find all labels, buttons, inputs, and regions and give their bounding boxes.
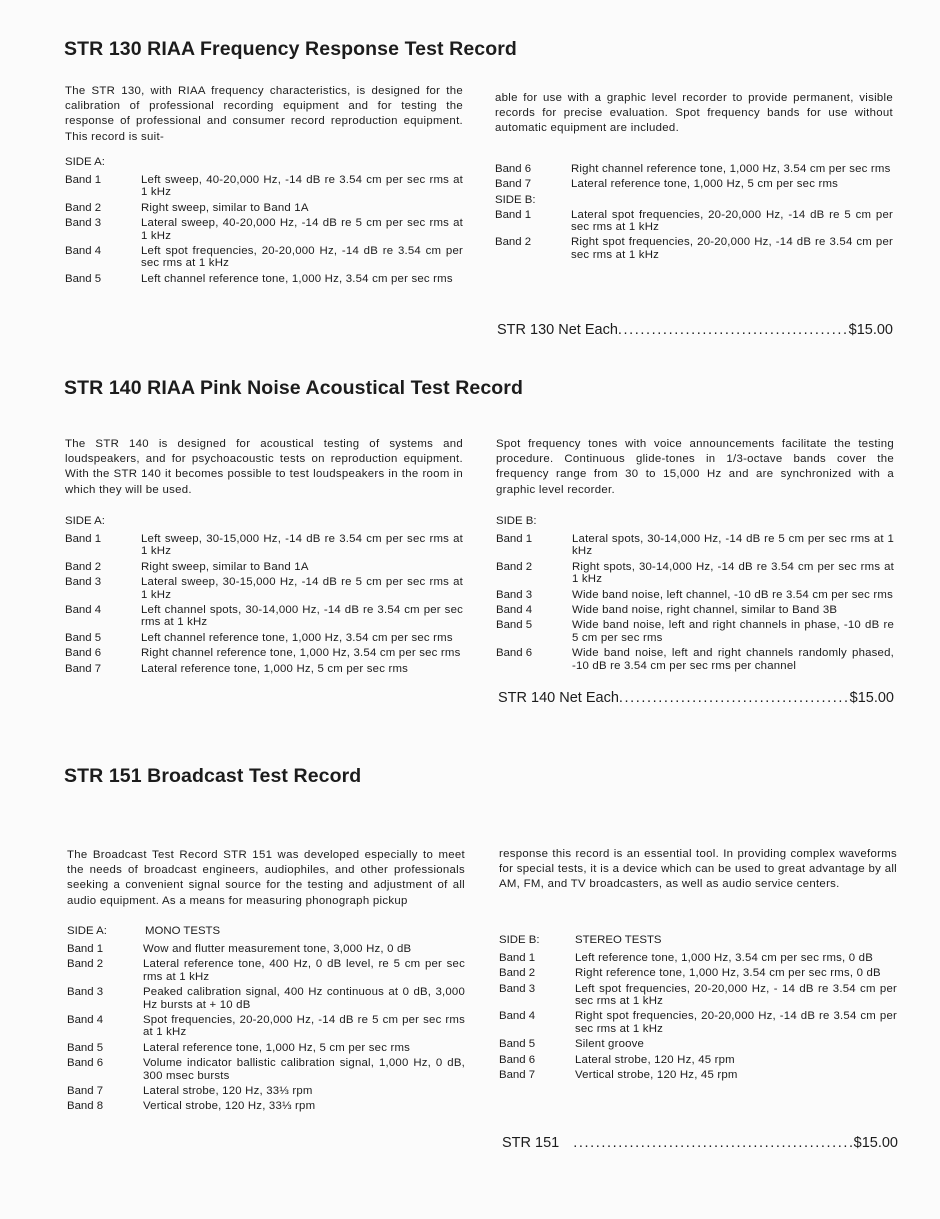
band-number: Band 3: [65, 576, 102, 589]
str130-side-a-list: [65, 174, 463, 285]
band-row: [499, 1010, 897, 1035]
band-row: [496, 561, 894, 586]
band-description: Lateral spot frequencies, 20-20,000 Hz, -14 dB re 5 cm per sec rms at 1 kHz: [571, 208, 893, 234]
str130-side-a-cont-list: [495, 163, 893, 191]
str130-intro-right: able for use with a graphic level recorder to provide permanent, visible records for precise evaluation. Spot frequency bands for use without automatic equipment are included.: [495, 92, 893, 135]
band-number: Band 5: [499, 1038, 536, 1051]
side-heading: STEREO TESTS: [575, 933, 662, 946]
band-row: [499, 967, 897, 979]
band-row: [67, 1085, 465, 1097]
band-number: Band 7: [67, 1085, 104, 1098]
band-description: Silent groove: [575, 1038, 645, 1051]
band-description: Spot frequencies, 20-20,000 Hz, -14 dB re 5 cm per sec rms at 1 kHz: [143, 1014, 465, 1039]
band-description: Volume indicator ballistic calibration signal, 1,000 Hz, 0 dB, 300 msec bursts: [143, 1057, 465, 1082]
side-label: SIDE A:: [65, 155, 105, 168]
band-number: Band 2: [65, 201, 102, 214]
band-number: Band 5: [65, 272, 102, 285]
str151-intro-left: The Broadcast Test Record STR 151 was developed especially to meet the needs of broadcast engineers, audiophiles, and other professionals seeking a convenient signal source for the testing and adjustment of all audio equipment. As a means for measuring phonograph pickup: [67, 849, 465, 907]
str140-intro-right: Spot frequency tones with voice announcements facilitate the testing procedure. Continuous glide-tones in 1/3-octave bands cover the frequency range from 30 to 15,000 Hz and are synchronized with a graphic level recorder.: [496, 438, 894, 496]
price-value: $15.00: [853, 1135, 898, 1151]
band-row: [65, 663, 463, 675]
str140-right-column: [496, 437, 894, 675]
str130-right-column: [495, 91, 893, 264]
band-row: [65, 245, 463, 270]
band-row: [65, 561, 463, 573]
band-description: Wide band noise, left and right channels randomly phased, -10 dB re 3.54 cm per sec rms per channel: [572, 647, 894, 672]
band-description: Lateral sweep, 30-15,000 Hz, -14 dB re 5 cm per sec rms at 1 kHz: [141, 576, 463, 601]
band-row: [65, 202, 463, 214]
band-description: Left sweep, 30-15,000 Hz, -14 dB re 3.54 cm per sec rms at 1 kHz: [141, 533, 463, 558]
band-row: [499, 983, 897, 1008]
band-number: Band 6: [65, 647, 102, 660]
band-description: Right channel reference tone, 1,000 Hz, 3.54 cm per sec rms: [571, 162, 891, 175]
str151-side-a-list: [67, 943, 465, 1113]
price-value: $15.00: [848, 322, 893, 338]
band-number: Band 1: [65, 533, 102, 546]
price-label: STR 151: [502, 1135, 560, 1151]
str140-side-a-header: [65, 514, 463, 529]
band-number: Band 3: [65, 217, 102, 230]
band-row: [67, 1014, 465, 1039]
band-number: Band 6: [499, 1053, 536, 1066]
band-number: Band 2: [495, 236, 532, 249]
band-row: [67, 943, 465, 955]
str151-right-column: [499, 847, 897, 1084]
str151-title: STR 151 Broadcast Test Record: [64, 765, 362, 787]
price-label: STR 130 Net Each: [497, 322, 618, 338]
band-number: Band 5: [65, 631, 102, 644]
band-row: [496, 619, 894, 644]
band-number: Band 3: [67, 986, 104, 999]
band-row: [65, 647, 463, 659]
str130-price-line: [497, 322, 893, 338]
band-row: [65, 273, 463, 285]
band-description: Wide band noise, left and right channels in phase, -10 dB re 5 cm per sec rms: [572, 619, 894, 644]
band-description: Right sweep, similar to Band 1A: [141, 560, 309, 573]
str151-left-column: [67, 848, 465, 1116]
band-number: Band 4: [499, 1010, 536, 1023]
band-description: Left channel reference tone, 1,000 Hz, 3.54 cm per sec rms: [141, 272, 453, 285]
str151-side-a-header: [67, 924, 465, 939]
band-description: Lateral strobe, 120 Hz, 33⅓ rpm: [143, 1085, 313, 1098]
price-value: $15.00: [849, 690, 894, 706]
band-number: Band 1: [67, 943, 104, 956]
str130-title: STR 130 RIAA Frequency Response Test Record: [64, 38, 517, 60]
band-row: [495, 163, 893, 175]
band-number: Band 4: [496, 604, 533, 617]
str151-price-line: [502, 1135, 898, 1151]
band-row: [67, 1042, 465, 1054]
band-description: Lateral sweep, 40-20,000 Hz, -14 dB re 5 cm per sec rms at 1 kHz: [141, 217, 463, 242]
str151-side-b-list: [499, 952, 897, 1082]
band-description: Left channel reference tone, 1,000 Hz, 3.54 cm per sec rms: [141, 631, 453, 644]
str140-intro-left: The STR 140 is designed for acoustical testing of systems and loudspeakers, and for psychoacoustic tests on reproduction equipment. With the STR 140 it becomes possible to test loudspeakers in the room in which they will be used.: [65, 438, 463, 496]
band-number: Band 7: [495, 178, 532, 191]
band-row: [499, 952, 897, 964]
band-row: [499, 1054, 897, 1066]
band-number: Band 1: [496, 533, 533, 546]
band-description: Wide band noise, left channel, -10 dB re 3.54 cm per sec rms: [572, 588, 893, 601]
side-label: SIDE B:: [496, 514, 537, 527]
band-row: [496, 533, 894, 558]
band-number: Band 7: [65, 662, 102, 675]
band-row: [65, 217, 463, 242]
band-row: [65, 174, 463, 199]
leader-dots: [619, 690, 850, 706]
band-description: Right spot frequencies, 20-20,000 Hz, -14 dB re 3.54 cm per sec rms at 1 kHz: [575, 1010, 897, 1035]
str130-left-column: [65, 84, 463, 288]
band-description: Lateral reference tone, 400 Hz, 0 dB level, re 5 cm per sec rms at 1 kHz: [143, 958, 465, 983]
band-number: Band 6: [495, 162, 532, 175]
band-description: Left reference tone, 1,000 Hz, 3.54 cm per sec rms, 0 dB: [575, 951, 874, 964]
band-number: Band 4: [65, 604, 102, 617]
str140-side-a-list: [65, 533, 463, 675]
band-description: Left spot frequencies, 20-20,000 Hz, -14 dB re 3.54 cm per sec rms at 1 kHz: [141, 245, 463, 270]
band-row: [65, 632, 463, 644]
band-description: Lateral reference tone, 1,000 Hz, 5 cm per sec rms: [141, 662, 409, 675]
str130-intro-left: The STR 130, with RIAA frequency characteristics, is designed for the calibration of professional recording equipment and for testing the response of professional and consumer record reproduction equipment. This record is suit-: [65, 85, 463, 143]
band-number: Band 6: [496, 647, 533, 660]
band-number: Band 1: [499, 951, 536, 964]
band-number: Band 2: [496, 560, 533, 573]
band-row: [67, 1100, 465, 1112]
side-label: SIDE A:: [67, 924, 107, 937]
band-description: Right reference tone, 1,000 Hz, 3.54 cm per sec rms, 0 dB: [575, 967, 881, 980]
band-row: [499, 1069, 897, 1081]
band-description: Right spot frequencies, 20-20,000 Hz, -14 dB re 3.54 cm per sec rms at 1 kHz: [571, 236, 893, 261]
band-row: [496, 647, 894, 672]
str130-side-b-list: [495, 209, 893, 262]
band-description: Lateral strobe, 120 Hz, 45 rpm: [575, 1053, 735, 1066]
price-label: STR 140 Net Each: [498, 690, 619, 706]
band-row: [495, 178, 893, 190]
str151-intro-right: response this record is an essential tool. In providing complex waveforms for special tests, it is a device which can be used to great advantage by all AM, FM, and TV broadcasters, as well as audio service centers.: [499, 848, 897, 891]
band-number: Band 7: [499, 1069, 536, 1082]
band-description: Wide band noise, right channel, similar to Band 3B: [572, 604, 838, 617]
band-number: Band 2: [67, 958, 104, 971]
band-number: Band 3: [496, 588, 533, 601]
band-description: Lateral reference tone, 1,000 Hz, 5 cm per sec rms: [571, 178, 839, 191]
band-number: Band 4: [65, 245, 102, 258]
band-number: Band 2: [65, 560, 102, 573]
str140-title: STR 140 RIAA Pink Noise Acoustical Test Record: [64, 377, 524, 399]
leader-dots: [573, 1135, 853, 1151]
band-row: [65, 576, 463, 601]
str151-side-b-header: [499, 933, 897, 948]
side-label: SIDE B:: [495, 194, 536, 207]
band-number: Band 6: [67, 1057, 104, 1070]
str140-side-b-list: [496, 533, 894, 672]
band-number: Band 2: [499, 967, 536, 980]
side-label: SIDE A:: [65, 514, 105, 527]
band-number: Band 8: [67, 1100, 104, 1113]
band-row: [67, 958, 465, 983]
str140-price-line: [498, 690, 894, 706]
band-description: Right channel reference tone, 1,000 Hz, 3.54 cm per sec rms: [141, 647, 461, 660]
str130-side-a-header: [65, 155, 463, 170]
band-description: Right sweep, similar to Band 1A: [141, 201, 309, 214]
leader-dots: [618, 322, 849, 338]
band-description: Left channel spots, 30-14,000 Hz, -14 dB re 3.54 cm per sec rms at 1 kHz: [141, 604, 463, 629]
str130-side-b-header: [495, 193, 893, 208]
band-description: Lateral spots, 30-14,000 Hz, -14 dB re 5 cm per sec rms at 1 kHz: [572, 533, 894, 558]
band-row: [496, 589, 894, 601]
band-row: [499, 1038, 897, 1050]
band-row: [496, 604, 894, 616]
str140-side-b-header: [496, 514, 894, 529]
band-row: [65, 533, 463, 558]
band-row: [67, 1057, 465, 1082]
band-description: Vertical strobe, 120 Hz, 45 rpm: [575, 1069, 738, 1082]
band-number: Band 5: [67, 1041, 104, 1054]
band-description: Wow and flutter measurement tone, 3,000 Hz, 0 dB: [143, 943, 412, 956]
band-row: [495, 236, 893, 261]
band-description: Vertical strobe, 120 Hz, 33⅓ rpm: [143, 1100, 316, 1113]
band-description: Peaked calibration signal, 400 Hz continuous at 0 dB, 3,000 Hz bursts at + 10 dB: [143, 986, 465, 1011]
band-number: Band 1: [65, 174, 102, 187]
band-number: Band 4: [67, 1014, 104, 1027]
band-description: Right spots, 30-14,000 Hz, -14 dB re 3.54 cm per sec rms at 1 kHz: [572, 560, 894, 586]
band-description: Left spot frequencies, 20-20,000 Hz, - 14 dB re 3.54 cm per sec rms at 1 kHz: [575, 982, 897, 1008]
band-row: [495, 209, 893, 234]
band-row: [65, 604, 463, 629]
str140-left-column: [65, 437, 463, 678]
band-description: Lateral reference tone, 1,000 Hz, 5 cm per sec rms: [143, 1041, 411, 1054]
band-number: Band 1: [495, 208, 532, 221]
side-heading: MONO TESTS: [145, 924, 221, 937]
side-label: SIDE B:: [499, 933, 540, 946]
band-number: Band 5: [496, 619, 533, 632]
band-description: Left sweep, 40-20,000 Hz, -14 dB re 3.54 cm per sec rms at 1 kHz: [141, 174, 463, 199]
band-number: Band 3: [499, 982, 536, 995]
band-row: [67, 986, 465, 1011]
